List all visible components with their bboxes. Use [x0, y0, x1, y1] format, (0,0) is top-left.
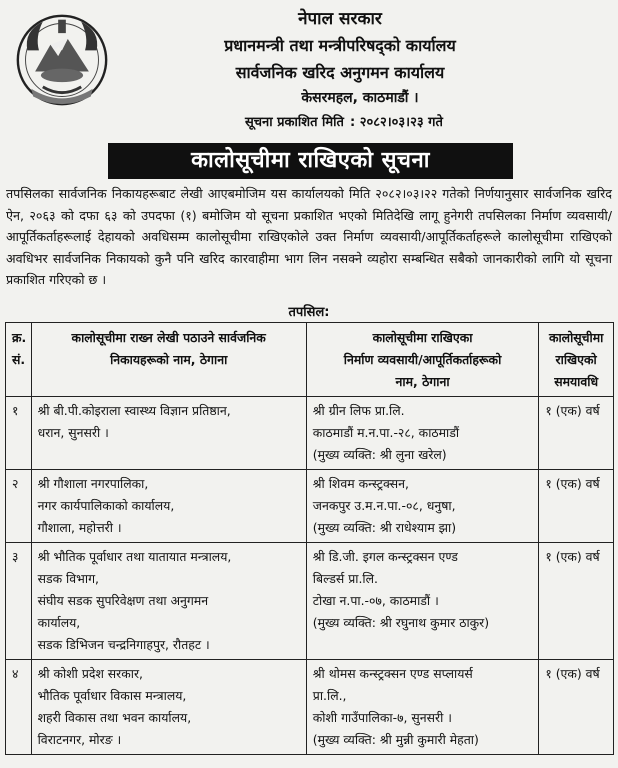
cell-line: कार्यालय, [37, 615, 81, 630]
cell-line: कोशी गाउँपालिका-७, सुनसरी । [312, 710, 452, 725]
cell-line: सडक विभाग, [37, 571, 99, 586]
header-line: निर्माण व्यवसायी/आपूर्तिकर्ताहरूको [343, 352, 502, 367]
cell-line: टोखा न.पा.-०७, काठमाडौं । [312, 593, 439, 608]
cell-sn: २ [6, 470, 32, 543]
header-sn [6, 323, 32, 397]
cell-vendor [306, 470, 539, 543]
notice-title: कालोसूचीमा राखिएको सूचना [108, 143, 513, 179]
publish-date-value: : २०८२।०३।२३ गते [349, 115, 443, 130]
cell-sn: ४ [6, 660, 32, 755]
cell-line: बिल्डर्स प्रा.लि. [312, 571, 378, 586]
table-header-row [6, 323, 614, 397]
nepal-emblem-icon [14, 10, 110, 110]
notice-body: तपसिलका सार्वजनिक निकायहरूबाट लेखी आएबमोजिम यस कार्यालयको मिति २०८२।०३।२२ गतेको निर्णयानुसार सार्वजनिक खरिद ऐन, २०६३ को दफा ६३ को उपदफा (१) बमोजिम यो सूचना प्रकाशित भएको मितिदेखि लागू हुनेगरी तपसिलका निर्माण व्यवसायी/आपूर्तिकर्ताहरूलाई देहायको अवधिसम्म कालोसूचीमा राखिएकोले उक्त निर्माण व्यवसायी/आपूर्तिकर्ताहरूले कालोसूचीमा राखिएको अवधिभर सार्वजनिक निकायको कुनै पनि खरिद कारवाहीमा भाग लिन नसक्ने व्यहोरा सम्बन्धित सबैको जानकारीको लागि यो सूचना प्रकाशित गरिएको छ । [6, 186, 612, 287]
header-line: राखिएको [555, 352, 597, 367]
header-line: समयावधि [554, 374, 599, 389]
cell-sn: १ [6, 397, 32, 470]
office-address: केसरमहल, काठमाडौं । [301, 90, 419, 106]
header-line: कालोसूचीमा राखिएका [372, 330, 473, 345]
cell-vendor [306, 660, 539, 755]
header-institution [31, 323, 306, 397]
cell-sn: ३ [6, 543, 32, 660]
cell-vendor [306, 543, 539, 660]
header-vendor [306, 323, 539, 397]
cell-line: श्री शिवम कन्स्ट्रक्सन, [312, 476, 409, 491]
cell-line: संघीय सडक सुपरिवेक्षण तथा अनुगमन [37, 593, 209, 608]
cell-line: जनकपुर उ.म.न.पा.-०८, धनुषा, [312, 498, 456, 513]
cell-vendor [306, 397, 539, 470]
office-ppmo-name: सार्वजनिक खरिद अनुगमन कार्यालय [235, 63, 445, 82]
cell-institution [31, 470, 306, 543]
cell-line: श्री थोमस कन्स्ट्रक्सन एण्ड सप्लायर्स [312, 666, 473, 681]
cell-line: विराटनगर, मोरङ । [37, 732, 122, 747]
cell-line: श्री गौशाला नगरपालिका, [37, 476, 149, 491]
cell-duration: १ (एक) वर्ष [539, 470, 614, 543]
blacklist-table [5, 322, 614, 755]
cell-line: प्रा.लि., [312, 688, 347, 703]
header-line: निकायहरूको नाम, ठेगाना [110, 352, 228, 367]
cell-line: धरान, सुनसरी । [37, 425, 109, 440]
cell-line: (मुख्य व्यक्ति: श्री लुना खरेल) [312, 447, 447, 462]
cell-institution [31, 397, 306, 470]
cell-line: (मुख्य व्यक्ति: श्री मुन्नी कुमारी मेहता) [312, 732, 479, 747]
cell-line: काठमाडौं म.न.पा.-२८, काठमाडौं [312, 425, 460, 440]
header-line: सं. [12, 352, 26, 367]
cell-line: शहरी विकास तथा भवन कार्यालय, [37, 710, 192, 725]
header-line: नाम, ठेगाना [395, 374, 450, 389]
publish-date-label: सूचना प्रकाशित मिति [245, 115, 344, 130]
header-line: कालोसूचीमा राख्न लेखी पठाउने सार्वजनिक [71, 330, 266, 345]
office-pm-name: प्रधानमन्त्री तथा मन्त्रीपरिषद्को कार्यालय [224, 36, 456, 55]
cell-line: नगर कार्यपालिकाको कार्यालय, [37, 498, 175, 513]
table-row [6, 397, 614, 470]
header-duration [539, 323, 614, 397]
cell-line: श्री कोशी प्रदेश सरकार, [37, 666, 143, 681]
header-line: क्र. [12, 330, 27, 345]
cell-duration: १ (एक) वर्ष [539, 397, 614, 470]
cell-line: श्री बी.पी.कोइराला स्वास्थ्य विज्ञान प्रतिष्ठान, [37, 403, 231, 418]
schedule-label: तपसिल: [288, 305, 330, 320]
cell-duration: १ (एक) वर्ष [539, 660, 614, 755]
cell-line: गौशाला, महोत्तरी । [37, 520, 122, 535]
table-row [6, 660, 614, 755]
cell-line: श्री डि.जी. इगल कन्स्ट्रक्सन एण्ड [312, 549, 458, 564]
table-row [6, 543, 614, 660]
cell-line: (मुख्य व्यक्ति: श्री रघुनाथ कुमार ठाकुर) [312, 615, 490, 630]
government-name: नेपाल सरकार [298, 9, 382, 29]
table-row [6, 470, 614, 543]
cell-line: भौतिक पूर्वाधार विकास मन्त्रालय, [37, 688, 187, 703]
publish-date-line [245, 112, 449, 130]
cell-line: (मुख्य व्यक्ति: श्री राधेश्याम झा) [312, 520, 457, 535]
header-line: कालोसूचीमा [548, 330, 604, 345]
cell-institution [31, 543, 306, 660]
cell-institution [31, 660, 306, 755]
cell-line: श्री भौतिक पूर्वाधार तथा यातायात मन्त्रालय, [37, 549, 232, 564]
letterhead [0, 0, 618, 140]
cell-duration: १ (एक) वर्ष [539, 543, 614, 660]
cell-line: सडक डिभिजन चन्द्रनिगाहपुर, रौतहट । [37, 637, 210, 652]
cell-line: श्री ग्रीन लिफ प्रा.लि. [312, 403, 405, 418]
